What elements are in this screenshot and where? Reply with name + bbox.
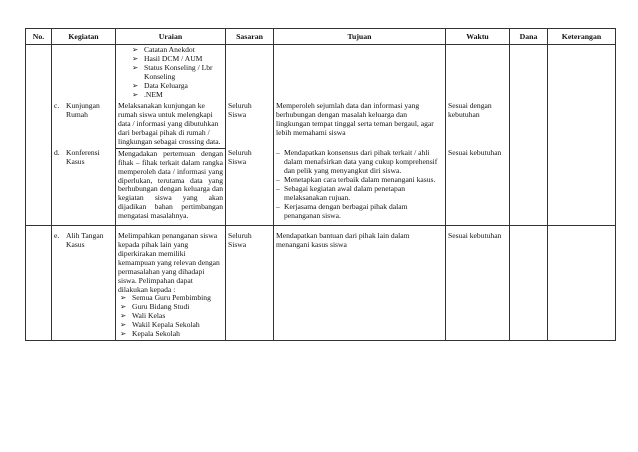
program-table <box>25 28 616 341</box>
list-item: ➢ Kepala Sekolah <box>120 330 223 339</box>
cell-uraian <box>116 45 226 101</box>
cell-dana <box>510 148 548 225</box>
cell-sasaran: Seluruh Siswa <box>226 225 274 340</box>
header-keterangan: Keterangan <box>548 29 616 45</box>
list-item: ➢ Semua Guru Pembimbing <box>120 294 223 303</box>
cell-waktu <box>446 45 510 101</box>
cell-sasaran: Seluruh Siswa <box>226 148 274 225</box>
header-waktu: Waktu <box>446 29 510 45</box>
cell-no <box>26 101 52 148</box>
cell-sasaran <box>226 45 274 101</box>
tujuan-list <box>276 149 443 221</box>
header-uraian: Uraian <box>116 29 226 45</box>
cell-no <box>26 45 52 101</box>
cell-tujuan <box>274 45 446 101</box>
cell-dana <box>510 101 548 148</box>
header-tujuan: Tujuan <box>274 29 446 45</box>
table-row <box>26 225 616 340</box>
cell-keterangan <box>548 225 616 340</box>
cell-tujuan: Memperoleh sejumlah data dan informasi yang berhubungan dengan masalah keluarga dan lingkungan tempat tinggal serta teman bergaul, agar lebih memahami siswa <box>274 101 446 148</box>
cell-waktu: Sesuai kebutuhan <box>446 225 510 340</box>
kegiatan-text: Kunjungan Rumah <box>66 100 100 119</box>
header-kegiatan: Kegiatan <box>52 29 116 45</box>
cell-keterangan <box>548 101 616 148</box>
list-item: ➢ Wali Kelas <box>120 312 223 321</box>
list-item: – Sebagai kegiatan awal dalam penetapan melaksanakan rujuan. <box>276 185 443 203</box>
cell-kegiatan <box>52 225 116 340</box>
pelimpahan-list <box>118 294 223 339</box>
cell-dana <box>510 225 548 340</box>
list-item: ➢ Guru Bidang Studi <box>120 303 223 312</box>
cell-tujuan: Mendapatkan bantuan dari pihak lain dalam menangani kasus siswa <box>274 225 446 340</box>
header-row <box>26 29 616 45</box>
cell-no <box>26 225 52 340</box>
list-item: – Kerjasama dengan berbagai pihak dalam penanganan siswa. <box>276 203 443 221</box>
table-row-continuation <box>26 45 616 101</box>
list-item: ➢ Catatan Anekdot <box>132 46 223 55</box>
header-dana: Dana <box>510 29 548 45</box>
cell-kegiatan <box>52 45 116 101</box>
list-item: ➢ .NEM <box>132 91 223 100</box>
kegiatan-text: Konferensi Kasus <box>66 148 100 167</box>
list-item: ➢ Hasil DCM / AUM <box>132 55 223 64</box>
cell-keterangan <box>548 45 616 101</box>
table-row <box>26 148 616 225</box>
cell-dana <box>510 45 548 101</box>
cell-waktu: Sesuai kebutuhan <box>446 148 510 225</box>
cell-waktu: Sesuai dengan kebutuhan <box>446 101 510 148</box>
continuation-list <box>118 46 223 100</box>
cell-uraian: Melaksanakan kunjungan ke rumah siswa untuk melengkapi data / informasi yang dibutuhkan dari berbagai pihak di rumah / lingkungan sebagai crossing data. <box>116 101 226 148</box>
row-letter: c. <box>54 100 60 110</box>
cell-kegiatan <box>52 148 116 225</box>
cell-sasaran: Seluruh Siswa <box>226 101 274 148</box>
cell-no <box>26 148 52 225</box>
header-no: No. <box>26 29 52 45</box>
list-item: ➢ Wakil Kepala Sekolah <box>120 321 223 330</box>
kegiatan-text: Alih Tangan Kasus <box>66 230 104 249</box>
list-item: ➢ Status Konseling / Lbr Konseling <box>132 64 223 82</box>
table-row <box>26 101 616 148</box>
cell-kegiatan <box>52 101 116 148</box>
row-letter: e. <box>54 230 60 240</box>
cell-keterangan <box>548 148 616 225</box>
header-sasaran: Sasaran <box>226 29 274 45</box>
list-item: – Menetapkan cara terbaik dalam menangani kasus. <box>276 176 443 185</box>
list-item: ➢ Data Keluarga <box>132 82 223 91</box>
cell-uraian <box>116 225 226 340</box>
cell-tujuan <box>274 148 446 225</box>
row-letter: d. <box>54 148 60 158</box>
list-item: – Mendapatkan konsensus dari pihak terkait / ahli dalam menafsirkan data yang cukup komprehensif dan pelik yang menyangkut diri siswa. <box>276 149 443 176</box>
cell-uraian: Mengadakan pertemuan dengan fihak – fihak terkait dalam rangka memperoleh data / informasi yang diperlukan, terutama data yang berhubungan dengan keluarga dan kegiatan siswa yang akan dijadikan bahan pertimbangan mengatasi masalahnya. <box>116 148 226 225</box>
uraian-text: Melimpahkan penanganan siswa kepada pihak lain yang diperkirakan memiliki kemampuan yang relevan dengan permasalahan yang dihadapi siswa. Pelimpahan dapat dilakukan kepada : <box>118 230 220 294</box>
